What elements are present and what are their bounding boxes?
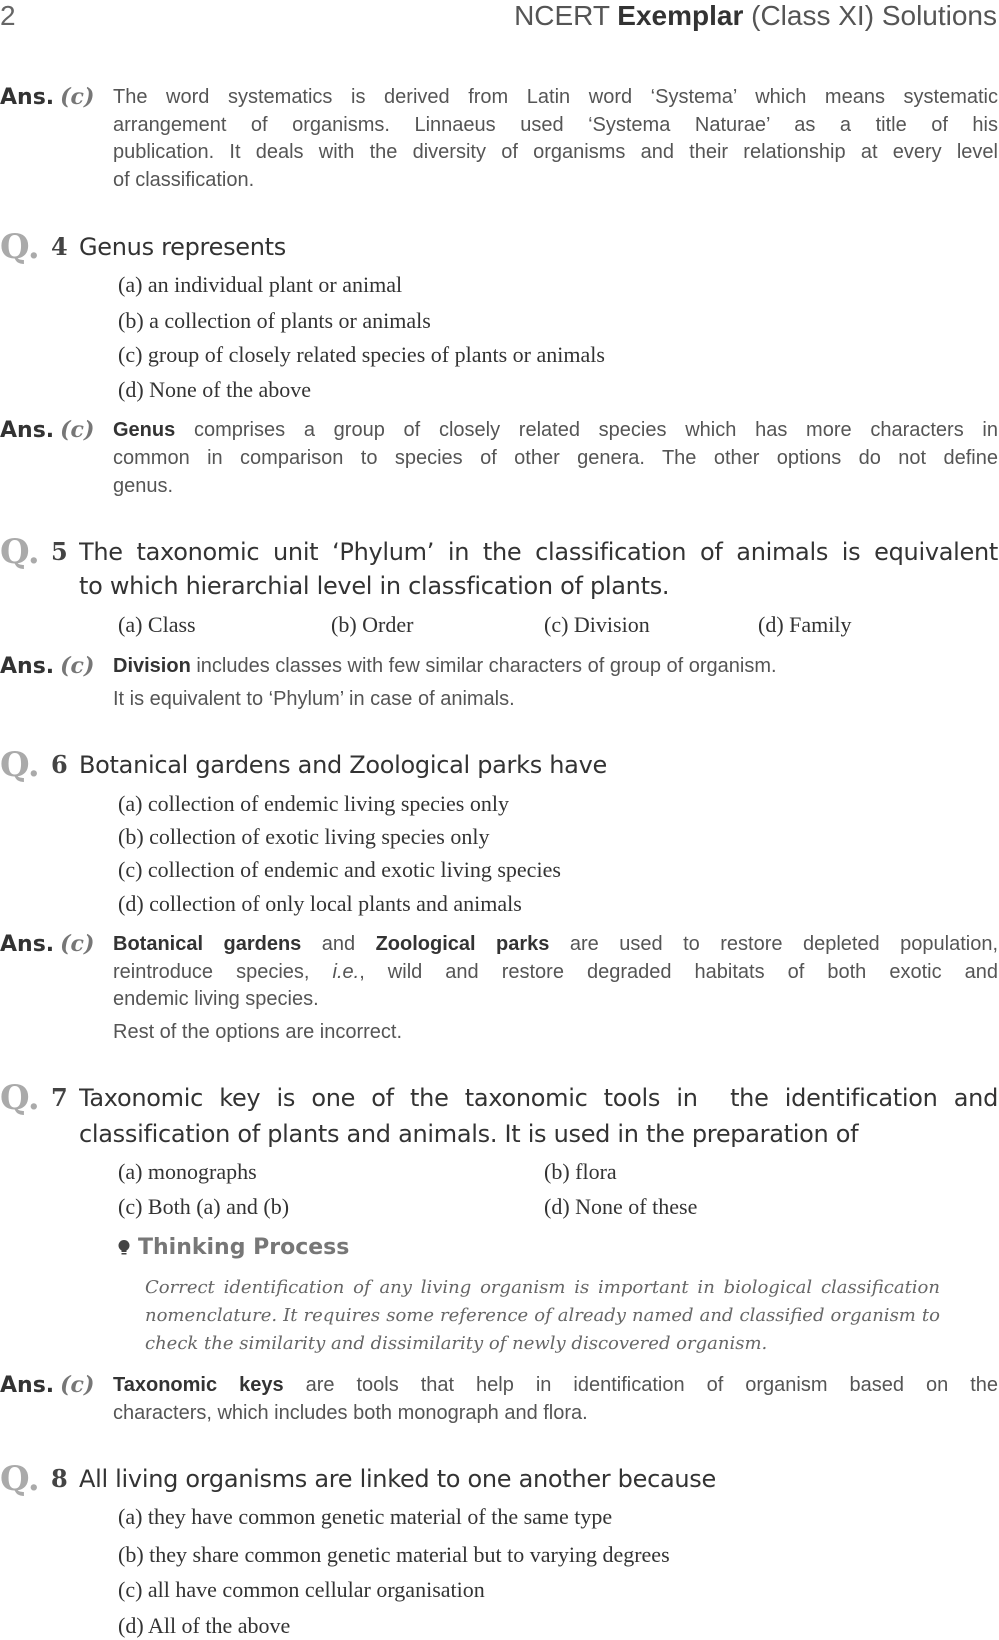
title-bold: Exemplar xyxy=(617,0,744,31)
thinking-line: nomenclature. It requires some reference of already named and classified organism to xyxy=(145,1305,940,1326)
question-label: Q. xyxy=(0,1078,40,1118)
answer-line xyxy=(113,652,998,680)
answer-text: includes classes with few similar characters of group of organism. xyxy=(190,655,777,677)
title-post: (Class XI) Solutions xyxy=(743,0,997,31)
question-number: 7 xyxy=(51,1083,68,1112)
answer-line: The word systematics is derived from Latin word ‘Systema’ which means systematic xyxy=(113,86,998,108)
question-number: 6 xyxy=(51,750,68,779)
keyword: Botanical gardens xyxy=(113,933,302,955)
page-number: 2 xyxy=(0,0,16,31)
ans-text: Ans. xyxy=(0,418,55,443)
option: (c) group of closely related species of plants or animals xyxy=(118,342,605,367)
title-pre: NCERT xyxy=(514,0,618,31)
option: (c) Division xyxy=(544,612,650,637)
answer-text-italic: i.e. xyxy=(332,961,360,983)
keyword: Division xyxy=(113,655,191,677)
question-label: Q. xyxy=(0,745,40,785)
thinking-line: check the similarity and dissimilarity of newly discovered organism. xyxy=(145,1333,768,1354)
answer-line: genus. xyxy=(113,475,174,497)
answer-line: endemic living species. xyxy=(113,988,319,1010)
ans-text: Ans. xyxy=(0,85,55,110)
answer-text: comprises a group of closely related species which has more characters in xyxy=(175,419,998,441)
answer-label xyxy=(0,416,94,445)
ans-choice: (c) xyxy=(60,1372,95,1398)
ans-choice: (c) xyxy=(60,84,95,110)
question-number: 4 xyxy=(51,232,68,261)
question-text: Taxonomic key is one of the taxonomic tools in the identification and xyxy=(79,1084,998,1112)
thinking-line: Correct identification of any living organism is important in biological classification xyxy=(145,1277,940,1298)
question-number: 8 xyxy=(51,1464,68,1493)
ans-choice: (c) xyxy=(60,653,95,679)
question-label: Q. xyxy=(0,227,40,267)
question-label: Q. xyxy=(0,1459,40,1499)
option: (a) they have common genetic material of the same type xyxy=(118,1504,613,1529)
option: (c) all have common cellular organisation xyxy=(118,1577,485,1602)
answer-label xyxy=(0,83,94,112)
ans-choice: (c) xyxy=(60,931,95,957)
question-text: Genus represents xyxy=(79,233,286,261)
ans-choice: (c) xyxy=(60,417,95,443)
answer-text: reintroduce species, xyxy=(113,961,333,983)
answer-line: It is equivalent to ‘Phylum’ in case of animals. xyxy=(113,688,515,710)
option: (a) Class xyxy=(118,612,196,637)
ans-text: Ans. xyxy=(0,654,55,679)
ans-text: Ans. xyxy=(0,932,55,957)
answer-text: , wild and restore degraded habitats of both exotic and xyxy=(359,961,998,983)
thinking-process-heading xyxy=(118,1233,349,1263)
question-text: The taxonomic unit ‘Phylum’ in the classification of animals is equivalent xyxy=(79,538,998,566)
answer-line: characters, which includes both monograph and flora. xyxy=(113,1402,588,1424)
question-label: Q. xyxy=(0,532,40,572)
option: (c) collection of endemic and exotic living species xyxy=(118,857,561,882)
answer-line xyxy=(113,1371,998,1399)
answer-text: are tools that help in identification of organism based on the xyxy=(283,1374,998,1396)
thinking-title: Thinking Process xyxy=(138,1235,350,1260)
option: (b) flora xyxy=(544,1159,617,1184)
option: (d) None of these xyxy=(544,1194,698,1219)
option: (d) Family xyxy=(758,612,852,637)
answer-text: and xyxy=(301,933,376,955)
question-text: All living organisms are linked to one another because xyxy=(79,1465,716,1493)
answer-line xyxy=(113,416,998,444)
question-text: Botanical gardens and Zoological parks have xyxy=(79,751,607,779)
ans-text: Ans. xyxy=(0,1373,55,1398)
option: (b) a collection of plants or animals xyxy=(118,308,431,333)
keyword: Taxonomic keys xyxy=(113,1374,284,1396)
option: (b) collection of exotic living species only xyxy=(118,824,490,849)
answer-line: Rest of the options are incorrect. xyxy=(113,1021,403,1043)
keyword: Genus xyxy=(113,419,176,441)
option: (d) None of the above xyxy=(118,377,312,402)
question-text: to which hierarchial level in classfication of plants. xyxy=(79,572,670,600)
option: (c) Both (a) and (b) xyxy=(118,1194,290,1219)
question-number: 5 xyxy=(51,537,68,566)
question-text: classification of plants and animals. It is used in the preparation of xyxy=(79,1120,859,1148)
option: (b) they share common genetic material but to varying degrees xyxy=(118,1542,670,1567)
answer-line xyxy=(113,958,998,986)
option: (a) collection of endemic living species only xyxy=(118,791,509,816)
keyword: Zoological parks xyxy=(375,933,550,955)
lightbulb-icon xyxy=(118,1240,130,1256)
option: (d) All of the above xyxy=(118,1613,291,1638)
running-title xyxy=(514,0,997,32)
answer-label xyxy=(0,652,94,681)
answer-line: arrangement of organisms. Linnaeus used ‘Systema Naturae’ as a title of his xyxy=(113,114,998,136)
answer-line: of classification. xyxy=(113,169,255,191)
answer-label xyxy=(0,930,94,959)
option: (b) Order xyxy=(331,612,414,637)
option: (d) collection of only local plants and animals xyxy=(118,891,522,916)
option: (a) monographs xyxy=(118,1159,257,1184)
answer-line: common in comparison to species of other genera. The other options do not define xyxy=(113,447,998,469)
answer-text: are used to restore depleted population, xyxy=(549,933,998,955)
answer-label xyxy=(0,1371,94,1400)
answer-line: publication. It deals with the diversity of organisms and their relationship at every level xyxy=(113,141,998,163)
option: (a) an individual plant or animal xyxy=(118,272,403,297)
answer-line xyxy=(113,930,998,958)
